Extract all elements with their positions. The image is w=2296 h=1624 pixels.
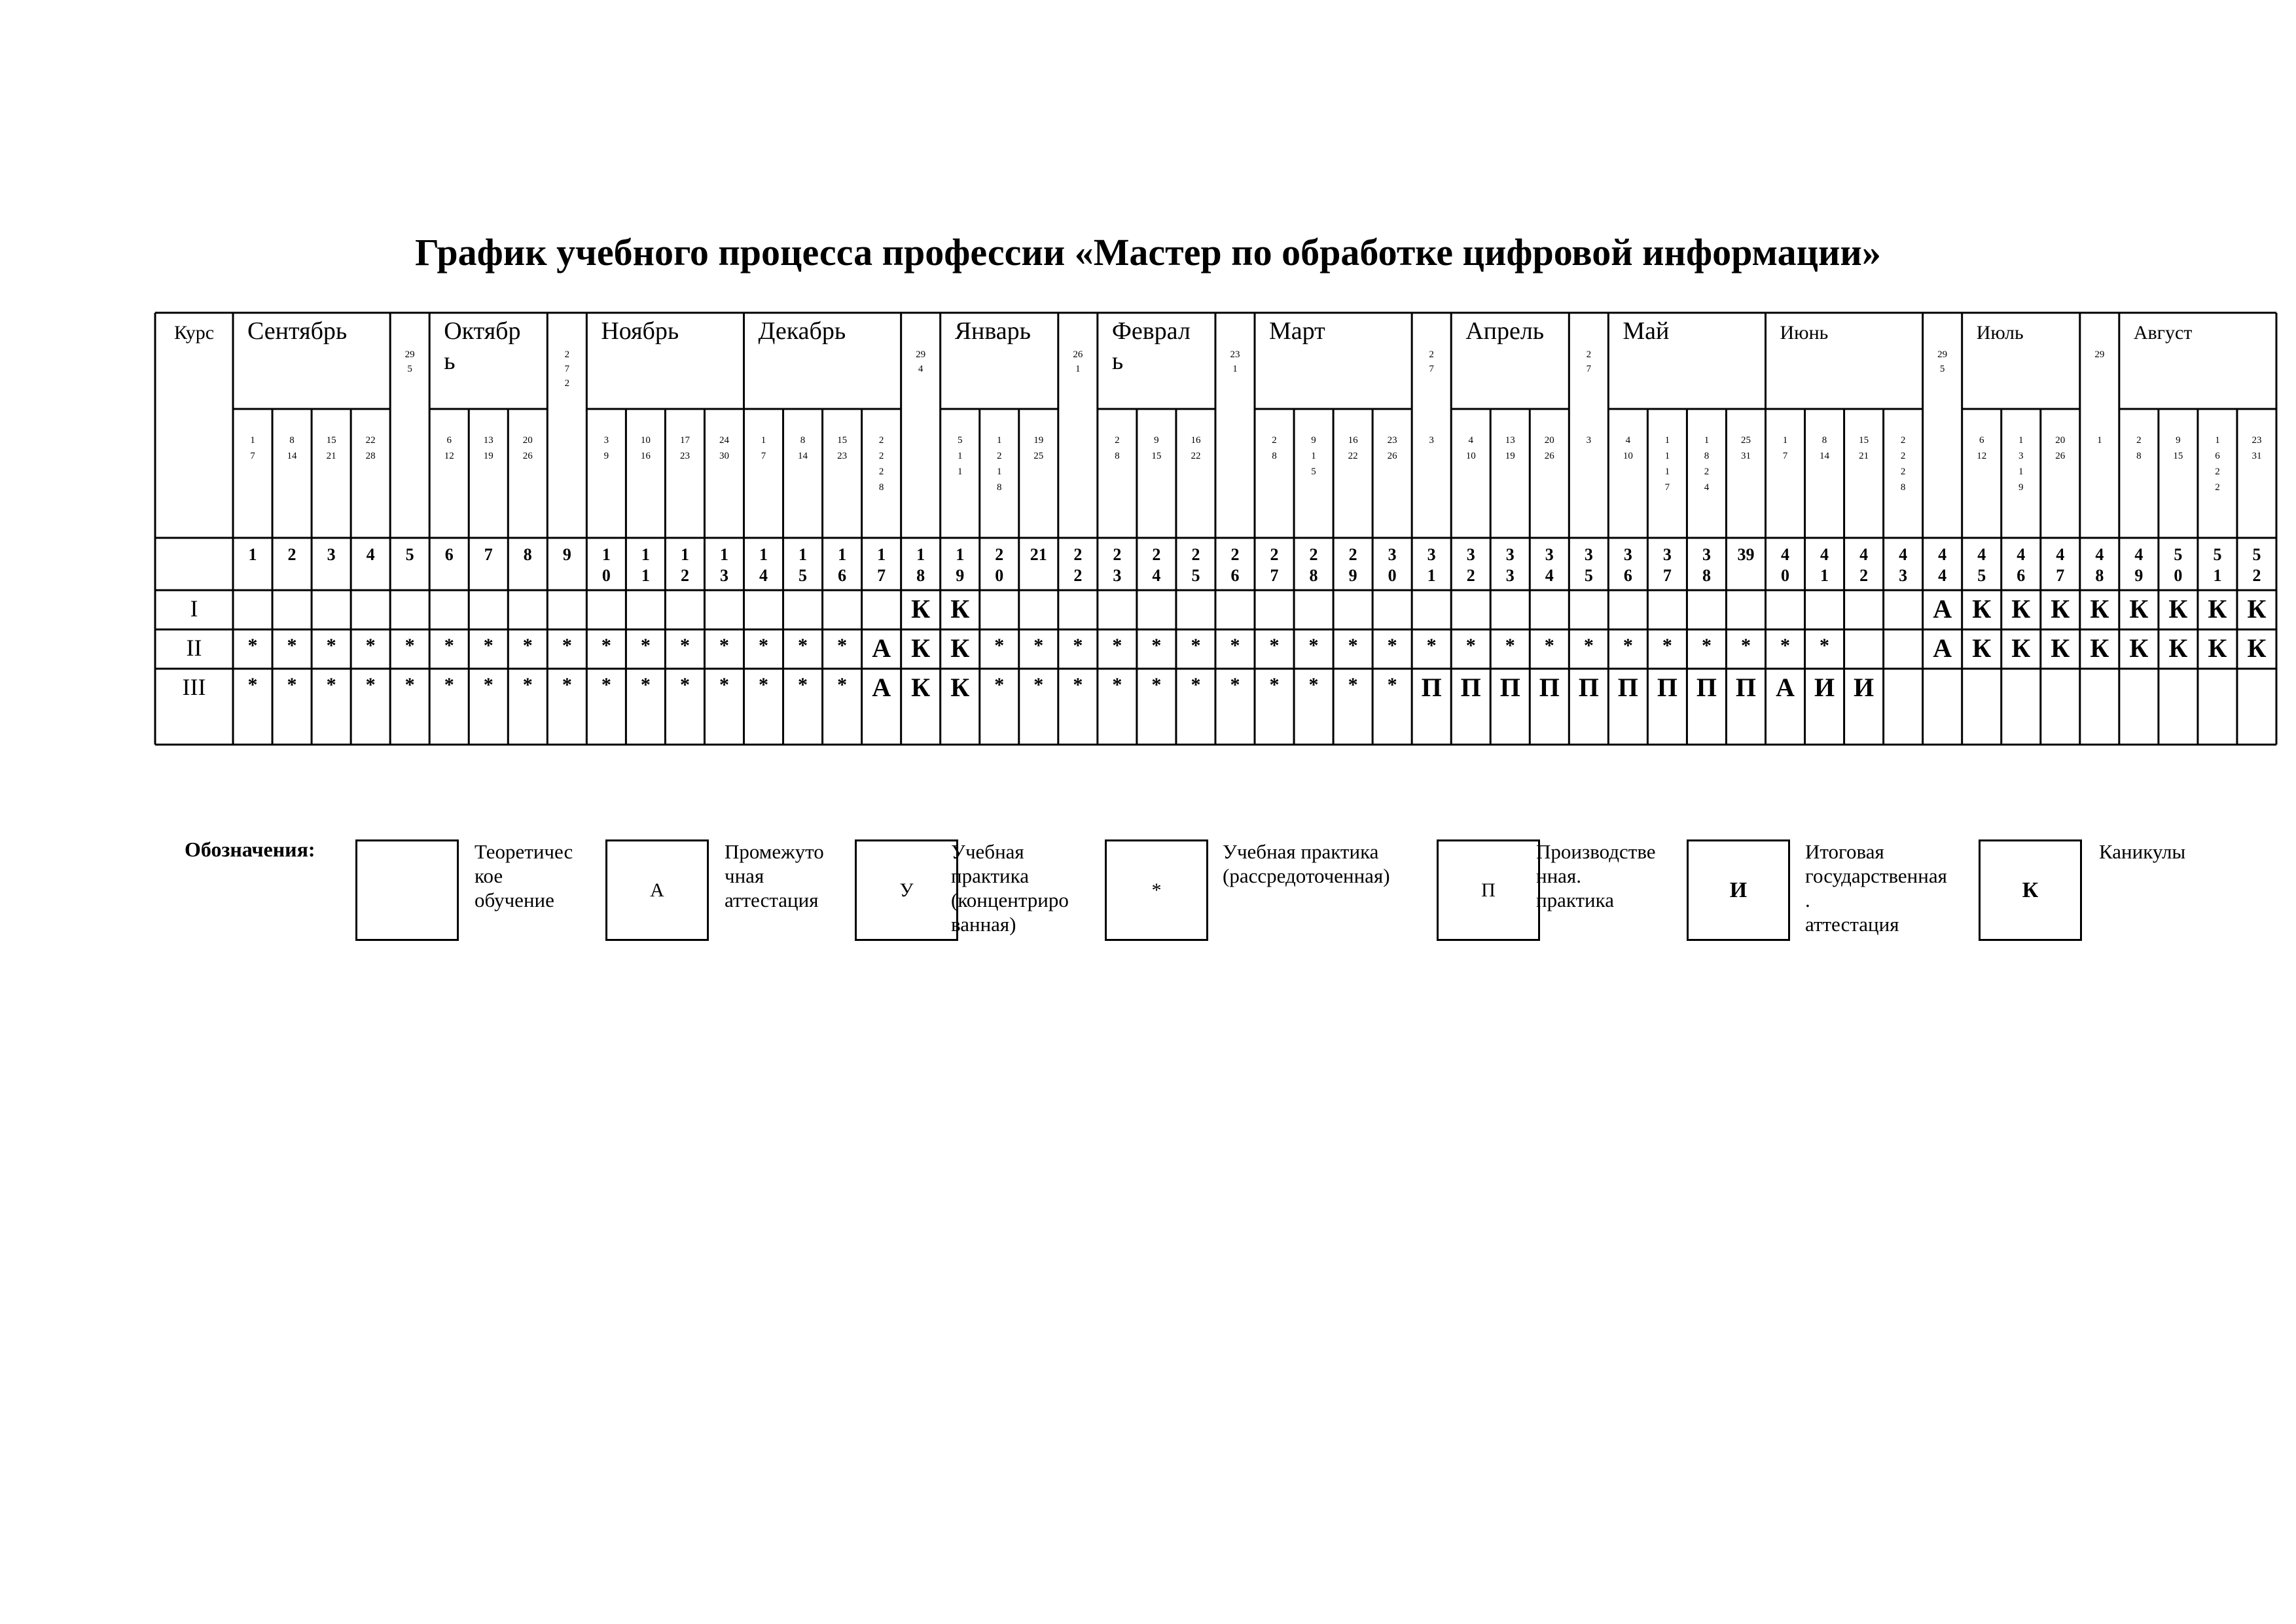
- week-number: 5 2: [2252, 545, 2261, 585]
- week-number: 2 4: [1152, 545, 1161, 585]
- schedule-cell: К: [1972, 633, 1992, 663]
- week-dates: 23 26: [1387, 435, 1397, 461]
- week-dates: 20 26: [1544, 435, 1554, 461]
- week-number: 4 8: [2095, 545, 2104, 585]
- schedule-cell: К: [2011, 594, 2031, 624]
- schedule-cell: *: [444, 635, 454, 656]
- week-dates: 3 9: [603, 435, 609, 461]
- schedule-cell: К: [911, 633, 931, 663]
- week-number: 4 4: [1938, 545, 1947, 585]
- schedule-cell: К: [911, 594, 931, 624]
- week-number: 9: [562, 545, 571, 564]
- month-label: Феврал ь: [1111, 317, 1191, 375]
- legend-description: Учебная практика (концентриро ванная): [951, 840, 1069, 936]
- schedule-cell: *: [1191, 635, 1201, 656]
- week-dates: 2 2 2 8: [1900, 435, 1906, 493]
- schedule-cell: *: [1780, 635, 1791, 656]
- week-number: 1 8: [916, 545, 925, 585]
- week-number: 1 7: [877, 545, 886, 585]
- schedule-cell: А: [1933, 594, 1952, 624]
- week-number: 1 1: [641, 545, 650, 585]
- schedule-cell: К: [2208, 633, 2227, 663]
- week-number: 6: [444, 545, 454, 564]
- schedule-cell: *: [719, 674, 729, 696]
- week-dates: 2 8: [1115, 435, 1120, 461]
- week-dates: 13 19: [483, 435, 493, 461]
- schedule-cell: П: [1421, 673, 1442, 702]
- legend-heading: Обозначения:: [185, 838, 315, 861]
- legend-symbol: У: [855, 839, 958, 941]
- schedule-table: [0, 0, 2296, 785]
- week-number: 3 1: [1427, 545, 1436, 585]
- week-number: 21: [1030, 545, 1047, 564]
- schedule-cell: *: [601, 635, 611, 656]
- schedule-cell: *: [1073, 635, 1083, 656]
- schedule-cell: *: [1505, 635, 1515, 656]
- week-number: 1 3: [719, 545, 728, 585]
- week-number: 2 9: [1348, 545, 1357, 585]
- week-number: 1 4: [759, 545, 768, 585]
- schedule-cell: И: [1854, 673, 1874, 702]
- schedule-cell: К: [2051, 633, 2070, 663]
- schedule-cell: К: [2129, 633, 2149, 663]
- week-number: 5 1: [2213, 545, 2222, 585]
- week-dates: 6 12: [444, 435, 454, 461]
- legend-symbol: [355, 839, 459, 941]
- schedule-cell: *: [759, 674, 769, 696]
- week-dates: 22 28: [365, 435, 376, 461]
- transition-dates: 2 7: [1429, 349, 1434, 374]
- schedule-cell: *: [562, 635, 572, 656]
- schedule-cell: *: [719, 635, 729, 656]
- week-number: 5: [405, 545, 414, 564]
- schedule-cell: П: [1696, 673, 1717, 702]
- week-dates: 4 10: [1623, 435, 1633, 461]
- week-dates: 1 2 1 8: [997, 435, 1002, 493]
- week-number: 4 3: [1899, 545, 1908, 585]
- schedule-cell: *: [1033, 674, 1044, 696]
- schedule-cell: *: [601, 674, 611, 696]
- schedule-cell: *: [404, 674, 415, 696]
- schedule-cell: *: [679, 674, 690, 696]
- schedule-cell: А: [872, 673, 891, 702]
- week-number: 4 2: [1859, 545, 1869, 585]
- week-dates: 19 25: [1033, 435, 1044, 461]
- schedule-cell: *: [247, 674, 258, 696]
- schedule-cell: *: [1426, 635, 1437, 656]
- course-header: Курс: [173, 322, 215, 344]
- week-dates: 1 7: [761, 435, 766, 461]
- week-dates: 2 8: [1272, 435, 1277, 461]
- transition-dates: 29 5: [1937, 349, 1948, 374]
- month-label: Сентябрь: [247, 317, 348, 345]
- schedule-cell: *: [287, 674, 297, 696]
- week-number: 1 5: [798, 545, 808, 585]
- week-dates: 25 31: [1740, 435, 1751, 461]
- schedule-cell: *: [1465, 635, 1476, 656]
- legend-description: Производстве нная. практика: [1536, 840, 1656, 911]
- week-dates: 9 1 5: [1311, 435, 1316, 477]
- schedule-cell: И: [1814, 673, 1835, 702]
- course-label: I: [190, 595, 198, 622]
- schedule-cell: *: [1740, 635, 1751, 656]
- schedule-cell: *: [365, 635, 376, 656]
- week-dates: 1 6 2 2: [2215, 435, 2220, 493]
- schedule-cell: *: [1544, 635, 1554, 656]
- week-number: 4: [366, 545, 375, 564]
- schedule-cell: К: [2168, 633, 2188, 663]
- schedule-cell: К: [950, 633, 970, 663]
- schedule-cell: *: [640, 674, 651, 696]
- schedule-cell: *: [483, 635, 493, 656]
- month-label: Январь: [954, 317, 1031, 345]
- schedule-cell: П: [1578, 673, 1599, 702]
- week-dates: 5 1 1: [957, 435, 963, 477]
- schedule-cell: *: [1269, 674, 1280, 696]
- schedule-cell: К: [950, 673, 970, 702]
- schedule-cell: А: [872, 633, 891, 663]
- week-number: 4 7: [2056, 545, 2065, 585]
- month-label: Апрель: [1465, 317, 1545, 345]
- week-dates: 13 19: [1505, 435, 1515, 461]
- week-number: 4 1: [1820, 545, 1829, 585]
- week-number: 1 0: [601, 545, 611, 585]
- schedule-cell: *: [326, 674, 336, 696]
- week-number: 4 5: [1977, 545, 1986, 585]
- week-number: 2 7: [1270, 545, 1279, 585]
- schedule-cell: *: [365, 674, 376, 696]
- schedule-cell: *: [994, 674, 1005, 696]
- legend-symbol: А: [605, 839, 709, 941]
- week-dates: 3: [1429, 435, 1434, 446]
- schedule-cell: *: [679, 635, 690, 656]
- transition-dates: 29: [2094, 349, 2105, 360]
- transition-dates: 23 1: [1230, 349, 1240, 374]
- schedule-cell: *: [1662, 635, 1672, 656]
- course-label: II: [186, 635, 202, 661]
- week-number: 3: [327, 545, 336, 564]
- schedule-cell: К: [2011, 633, 2031, 663]
- week-number: 1 6: [838, 545, 847, 585]
- week-dates: 23 31: [2251, 435, 2262, 461]
- legend-description: Промежуто чная аттестация: [725, 840, 824, 911]
- schedule-cell: *: [1033, 635, 1044, 656]
- week-dates: 15 21: [326, 435, 336, 461]
- schedule-cell: *: [837, 635, 848, 656]
- schedule-cell: П: [1735, 673, 1757, 702]
- week-number: 5 0: [2174, 545, 2183, 585]
- month-label: Март: [1269, 317, 1325, 345]
- week-dates: 9 15: [1151, 435, 1162, 461]
- schedule-cell: *: [1151, 635, 1162, 656]
- schedule-cell: *: [1191, 674, 1201, 696]
- schedule-cell: К: [2129, 594, 2149, 624]
- week-dates: 8 14: [287, 435, 297, 461]
- month-label: Декабрь: [758, 317, 846, 345]
- week-dates: 1 7: [250, 435, 255, 461]
- week-number: 3 0: [1388, 545, 1397, 585]
- schedule-cell: *: [798, 674, 808, 696]
- schedule-cell: *: [1230, 635, 1240, 656]
- legend-symbol: И: [1687, 839, 1790, 941]
- week-dates: 2 2 2 8: [878, 435, 884, 493]
- schedule-cell: *: [1308, 674, 1319, 696]
- schedule-cell: *: [1112, 635, 1122, 656]
- schedule-cell: *: [1151, 674, 1162, 696]
- week-number: 3 2: [1466, 545, 1475, 585]
- schedule-cell: *: [1623, 635, 1633, 656]
- week-dates: 20 26: [2055, 435, 2066, 461]
- week-number: 2 3: [1113, 545, 1122, 585]
- week-number: 3 8: [1702, 545, 1711, 585]
- legend-description: Каникулы: [2099, 840, 2186, 863]
- week-number: 2 0: [995, 545, 1004, 585]
- schedule-cell: *: [1308, 635, 1319, 656]
- week-dates: 1 1 1 7: [1664, 435, 1670, 493]
- schedule-cell: *: [759, 635, 769, 656]
- legend-description: Учебная практика (рассредоточенная): [1223, 840, 1390, 887]
- month-label: Октябр ь: [444, 317, 521, 375]
- week-number: 2 2: [1073, 545, 1083, 585]
- schedule-cell: *: [444, 674, 454, 696]
- schedule-cell: *: [287, 635, 297, 656]
- schedule-cell: К: [2208, 594, 2227, 624]
- week-dates: 8 14: [1820, 435, 1830, 461]
- legend-symbol: П: [1437, 839, 1540, 941]
- schedule-cell: *: [994, 635, 1005, 656]
- week-dates: 15 21: [1859, 435, 1869, 461]
- transition-dates: 2 7 2: [564, 349, 570, 389]
- schedule-cell: А: [1933, 633, 1952, 663]
- week-dates: 10 16: [640, 435, 651, 461]
- schedule-cell: *: [1583, 635, 1594, 656]
- week-number: 1: [248, 545, 257, 564]
- schedule-cell: А: [1776, 673, 1795, 702]
- schedule-cell: К: [2090, 633, 2109, 663]
- transition-dates: 26 1: [1073, 349, 1083, 374]
- schedule-cell: *: [1701, 635, 1712, 656]
- schedule-cell: *: [522, 674, 533, 696]
- schedule-cell: *: [1112, 674, 1122, 696]
- week-number: 3 6: [1623, 545, 1632, 585]
- week-dates: 1 3 1 9: [2018, 435, 2024, 493]
- schedule-cell: *: [798, 635, 808, 656]
- week-dates: 4 10: [1465, 435, 1476, 461]
- week-dates: 16 22: [1191, 435, 1201, 461]
- week-dates: 1 8 2 4: [1704, 435, 1710, 493]
- week-number: 1 2: [680, 545, 689, 585]
- legend-symbol: *: [1105, 839, 1208, 941]
- week-dates: 3: [1586, 435, 1592, 446]
- course-label: III: [182, 674, 206, 700]
- schedule-cell: *: [1820, 635, 1830, 656]
- week-number: 3 3: [1505, 545, 1515, 585]
- schedule-cell: К: [2168, 594, 2188, 624]
- week-number: 7: [484, 545, 493, 564]
- week-dates: 20 26: [522, 435, 533, 461]
- week-number: 4 0: [1781, 545, 1790, 585]
- month-label: Июль: [1976, 322, 2024, 344]
- week-number: 3 4: [1545, 545, 1554, 585]
- week-number: 2: [287, 545, 296, 564]
- schedule-cell: *: [326, 635, 336, 656]
- schedule-cell: К: [2247, 633, 2267, 663]
- schedule-cell: К: [1972, 594, 1992, 624]
- week-dates: 8 14: [798, 435, 808, 461]
- schedule-cell: *: [1348, 635, 1358, 656]
- schedule-cell: *: [1269, 635, 1280, 656]
- legend-description: Теоретичес кое обучение: [475, 840, 573, 911]
- week-dates: 2 8: [2136, 435, 2142, 461]
- week-dates: 6 12: [1977, 435, 1987, 461]
- week-number: 4 9: [2134, 545, 2144, 585]
- schedule-cell: К: [2051, 594, 2070, 624]
- schedule-cell: К: [950, 594, 970, 624]
- schedule-cell: *: [404, 635, 415, 656]
- schedule-cell: П: [1539, 673, 1560, 702]
- schedule-cell: *: [1073, 674, 1083, 696]
- transition-dates: 29 4: [916, 349, 926, 374]
- month-label: Ноябрь: [601, 317, 679, 345]
- schedule-cell: К: [2090, 594, 2109, 624]
- schedule-cell: П: [1617, 673, 1638, 702]
- month-label: Июнь: [1780, 322, 1829, 344]
- schedule-cell: *: [640, 635, 651, 656]
- page-title: График учебного процесса профессии «Мастер по обработке цифровой информации»: [415, 231, 1881, 274]
- week-dates: 16 22: [1348, 435, 1358, 461]
- week-number: 2 5: [1191, 545, 1200, 585]
- schedule-cell: *: [483, 674, 493, 696]
- schedule-cell: *: [1387, 635, 1397, 656]
- week-number: 3 5: [1584, 545, 1593, 585]
- week-number: 3 7: [1662, 545, 1672, 585]
- month-label: Август: [2133, 322, 2193, 344]
- week-dates: 9 15: [2173, 435, 2183, 461]
- week-number: 1 9: [956, 545, 965, 585]
- week-number: 4 6: [2017, 545, 2026, 585]
- schedule-cell: П: [1499, 673, 1520, 702]
- week-number: 2 6: [1230, 545, 1240, 585]
- schedule-cell: *: [562, 674, 572, 696]
- transition-dates: 2 7: [1586, 349, 1592, 374]
- schedule-cell: *: [1387, 674, 1397, 696]
- week-dates: 1 7: [1782, 435, 1788, 461]
- schedule-cell: *: [1230, 674, 1240, 696]
- week-number: 8: [523, 545, 532, 564]
- legend-symbol: К: [1979, 839, 2082, 941]
- schedule-cell: К: [2247, 594, 2267, 624]
- schedule-cell: *: [247, 635, 258, 656]
- week-number: 2 8: [1309, 545, 1318, 585]
- schedule-cell: *: [1348, 674, 1358, 696]
- month-label: Май: [1623, 317, 1670, 345]
- schedule-cell: *: [837, 674, 848, 696]
- week-dates: 24 30: [719, 435, 729, 461]
- week-dates: 1: [2097, 435, 2102, 446]
- week-number: 39: [1737, 545, 1755, 564]
- schedule-cell: П: [1657, 673, 1677, 702]
- legend-description: Итоговая государственная . аттестация: [1805, 840, 1947, 936]
- schedule-cell: П: [1460, 673, 1481, 702]
- week-dates: 17 23: [679, 435, 690, 461]
- week-dates: 15 23: [837, 435, 848, 461]
- schedule-cell: К: [911, 673, 931, 702]
- schedule-cell: *: [522, 635, 533, 656]
- transition-dates: 29 5: [404, 349, 415, 374]
